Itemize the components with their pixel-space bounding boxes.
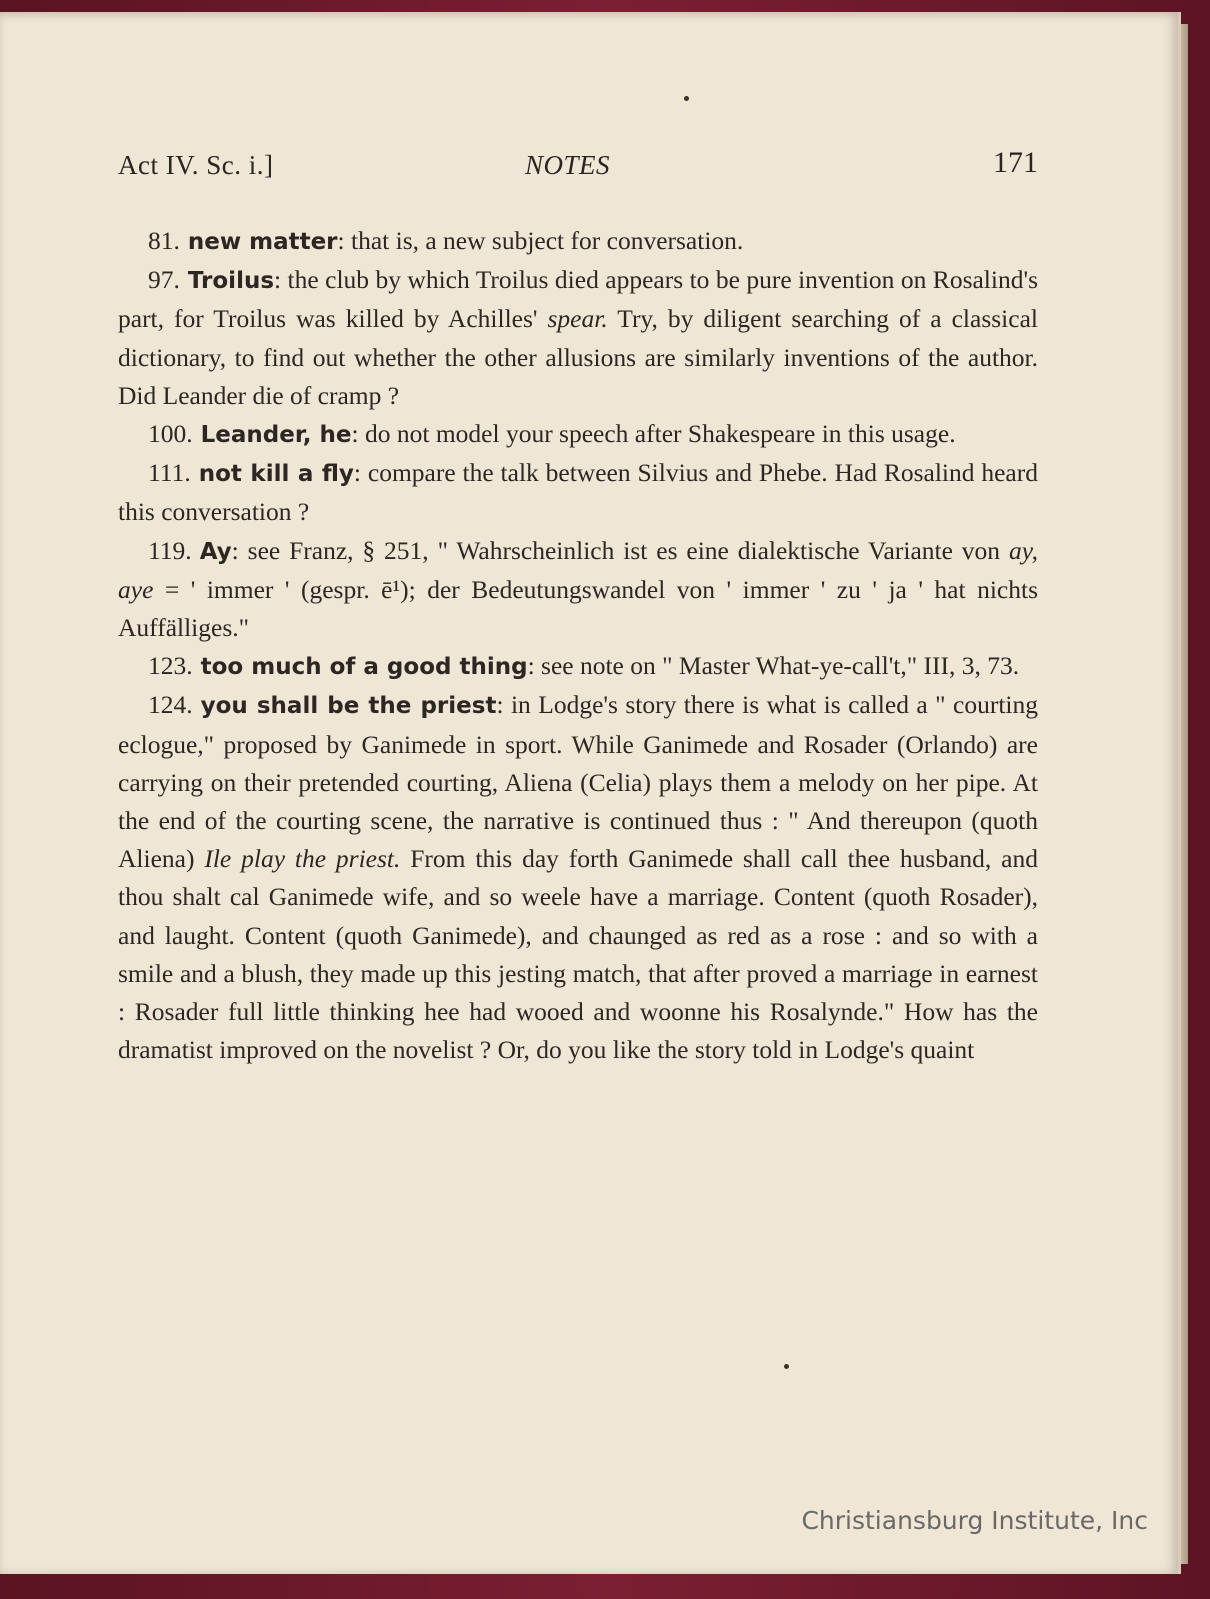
ink-speck xyxy=(784,1364,789,1369)
note-text: From this day forth Ganimede shall call thee husband, and thou shalt cal Ganimede wife, and so weele have a marriage. Content (quoth Rosader), and laught. Content (quoth Ganimede), and chaunged as red as a rose : and so with a smile and a blush, they made up this jesting match, that after proved a marriage in earnest : Rosader full little thinking hee had wooed and woonne his Rosalynde." How has the dramatist improved on the novelist ? Or, do you like the story told in Lodge's quaint xyxy=(118,844,1038,1065)
note-text: Try, by diligent searching of a classical dictionary, to find out whether the other allusions are similarly inventions of the author. Did Leander die of cramp ? xyxy=(118,304,1038,410)
note-number: 81. xyxy=(148,226,180,255)
note-number: 100. xyxy=(148,419,193,449)
note-number: 124. xyxy=(148,690,193,720)
notes-body xyxy=(118,222,1038,1069)
note-lemma: Troilus xyxy=(187,268,275,295)
note-italic: aye xyxy=(118,574,154,604)
note-lemma: not kill a fly xyxy=(198,461,354,488)
note-text: : see Franz, § 251, " Wahrscheinlich ist es eine dialektische Variante von xyxy=(231,535,1009,565)
note-italic: Ile play the priest. xyxy=(204,844,401,874)
note-text: : do not model your speech after Shakespeare in this usage. xyxy=(351,419,956,449)
note-italic: ay, xyxy=(1008,535,1038,565)
page-number: 171 xyxy=(993,146,1038,179)
note-text: : in Lodge's story there is what is called a " courting eclogue," proposed by Ganimede in sport. While Ganimede and Rosader (Orlando) are carrying on their pretended courting, Aliena (Celia) plays them a melody on her pipe. At the end of the courting scene, the narrative is continued thus : " And thereupon (quoth Aliena) xyxy=(118,690,1038,874)
note-lemma: too much of a good thing xyxy=(200,654,528,681)
running-header xyxy=(118,146,1038,190)
note-124 xyxy=(118,686,1038,1069)
note-lemma: Leander, he xyxy=(200,422,352,449)
note-97 xyxy=(118,261,1038,415)
note-number: 111. xyxy=(148,458,191,488)
note-100 xyxy=(118,415,1038,454)
ink-speck xyxy=(684,96,689,101)
note-text: = ' immer ' (gespr. ē¹); der Bedeutungswandel von ' immer ' zu ' ja ' hat nichts Auffälliges." xyxy=(118,574,1038,643)
note-81 xyxy=(118,222,1038,261)
note-text: : see note on " Master What-ye-call't," III, 3, 73. xyxy=(527,651,1020,681)
note-lemma: new matter xyxy=(187,229,338,255)
section-title: NOTES xyxy=(525,150,611,180)
note-text: : compare the talk between Silvius and Phebe. Had Rosalind heard this conversation ? xyxy=(118,458,1038,527)
note-number: 97. xyxy=(148,265,180,295)
note-lemma: Ay xyxy=(199,538,232,565)
note-number: 119. xyxy=(148,535,192,565)
note-111 xyxy=(118,454,1038,531)
note-lemma: you shall be the priest xyxy=(200,693,497,720)
note-text: : that is, a new subject for conversation. xyxy=(337,226,744,255)
watermark: Christiansburg Institute, Inc xyxy=(801,1506,1148,1535)
note-119 xyxy=(118,532,1038,648)
note-text: : the club by which Troilus died appears to be pure invention on Rosalind's part, for Troilus was killed by Achilles' xyxy=(118,265,1038,334)
act-scene-label: Act IV. Sc. i.] xyxy=(118,150,274,180)
note-number: 123. xyxy=(148,651,193,681)
note-italic: spear. xyxy=(547,304,608,334)
note-123 xyxy=(118,647,1038,686)
